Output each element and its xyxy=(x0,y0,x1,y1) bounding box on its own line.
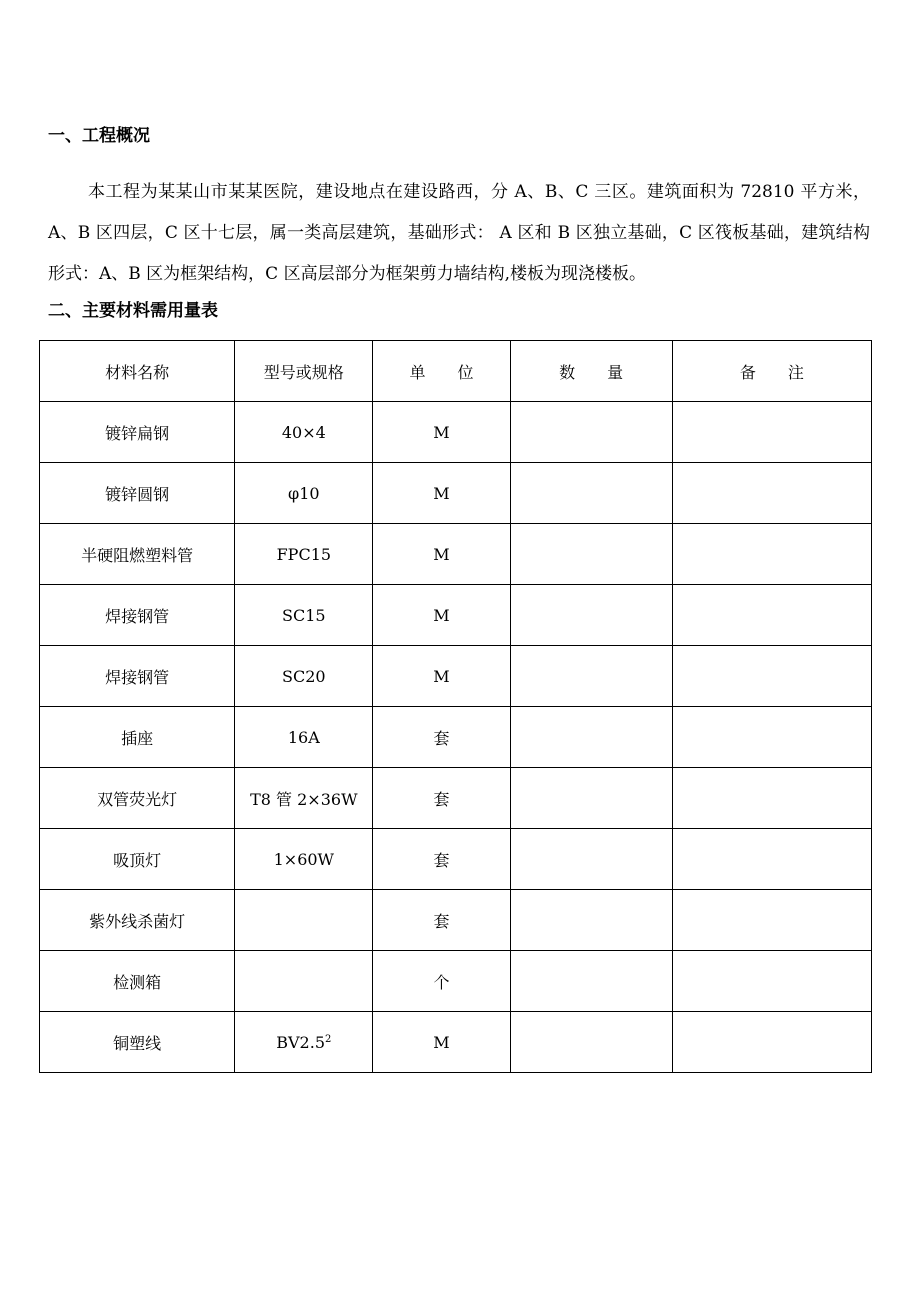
cell-spec: 16A xyxy=(235,707,373,768)
cell-unit: 套 xyxy=(373,768,510,829)
cell-material-name: 镀锌扁钢 xyxy=(40,402,235,463)
cell-spec: T8 管 2×36W xyxy=(235,768,373,829)
header-material-name: 材料名称 xyxy=(40,341,235,402)
cell-quantity xyxy=(510,890,672,951)
cell-quantity xyxy=(510,829,672,890)
cell-spec: FPC15 xyxy=(235,524,373,585)
cell-unit: M xyxy=(373,585,510,646)
cell-remarks xyxy=(672,585,871,646)
cell-remarks xyxy=(672,890,871,951)
cell-material-name: 半硬阻燃塑料管 xyxy=(40,524,235,585)
cell-spec: SC20 xyxy=(235,646,373,707)
table-row xyxy=(40,585,872,646)
cell-remarks xyxy=(672,402,871,463)
header-unit: 单 位 xyxy=(373,341,510,402)
cell-material-name: 焊接钢管 xyxy=(40,585,235,646)
cell-unit: M xyxy=(373,646,510,707)
overview-paragraph: 本工程为某某山市某某医院，建设地点在建设路西，分 A、B、C 三区。建筑面积为 72810 平方米，A、B 区四层，C 区十七层，属一类高层建筑，基础形式： A 区和 B 区独立基础，C 区筏板基础，建筑结构形式：A、B 区为框架结构，C 区高层部分为框架剪力墙结构,楼板为现浇楼板。 xyxy=(48,182,870,284)
cell-spec: 1×60W xyxy=(235,829,373,890)
cell-quantity xyxy=(510,646,672,707)
spec-superscript: 2 xyxy=(325,1033,332,1045)
cell-spec xyxy=(235,890,373,951)
cell-remarks xyxy=(672,524,871,585)
table-row xyxy=(40,768,872,829)
cell-quantity xyxy=(510,1012,672,1073)
table-row xyxy=(40,707,872,768)
table-row xyxy=(40,829,872,890)
cell-remarks xyxy=(672,951,871,1012)
cell-unit: M xyxy=(373,463,510,524)
cell-spec: SC15 xyxy=(235,585,373,646)
cell-unit: 套 xyxy=(373,829,510,890)
cell-spec: φ10 xyxy=(235,463,373,524)
cell-remarks xyxy=(672,463,871,524)
cell-material-name: 吸顶灯 xyxy=(40,829,235,890)
cell-remarks xyxy=(672,1012,871,1073)
cell-material-name: 镀锌圆钢 xyxy=(40,463,235,524)
table-row xyxy=(40,890,872,951)
header-spec: 型号或规格 xyxy=(235,341,373,402)
cell-remarks xyxy=(672,646,871,707)
cell-quantity xyxy=(510,402,672,463)
table-row xyxy=(40,463,872,524)
section-heading-overview: 一、工程概况 xyxy=(48,126,150,146)
cell-material-name: 铜塑线 xyxy=(40,1012,235,1073)
table-row xyxy=(40,951,872,1012)
cell-quantity xyxy=(510,707,672,768)
header-quantity: 数 量 xyxy=(510,341,672,402)
table-row xyxy=(40,1012,872,1073)
cell-unit: M xyxy=(373,1012,510,1073)
cell-spec xyxy=(235,951,373,1012)
cell-unit: 套 xyxy=(373,890,510,951)
cell-quantity xyxy=(510,768,672,829)
table-row xyxy=(40,524,872,585)
table-header-row xyxy=(40,341,872,402)
cell-material-name: 插座 xyxy=(40,707,235,768)
cell-material-name: 焊接钢管 xyxy=(40,646,235,707)
spec-text: BV2.5 xyxy=(276,1032,325,1052)
cell-material-name: 双管荧光灯 xyxy=(40,768,235,829)
cell-unit: M xyxy=(373,402,510,463)
table-row xyxy=(40,402,872,463)
section-heading-materials: 二、主要材料需用量表 xyxy=(48,301,218,321)
cell-unit: 个 xyxy=(373,951,510,1012)
cell-unit: M xyxy=(373,524,510,585)
cell-spec: 40×4 xyxy=(235,402,373,463)
cell-material-name: 紫外线杀菌灯 xyxy=(40,890,235,951)
materials-table xyxy=(39,340,872,1073)
cell-spec xyxy=(235,1012,373,1073)
cell-unit: 套 xyxy=(373,707,510,768)
cell-quantity xyxy=(510,585,672,646)
header-remarks: 备 注 xyxy=(672,341,871,402)
table-row xyxy=(40,646,872,707)
cell-quantity xyxy=(510,463,672,524)
cell-quantity xyxy=(510,951,672,1012)
cell-material-name: 检测箱 xyxy=(40,951,235,1012)
cell-remarks xyxy=(672,829,871,890)
cell-remarks xyxy=(672,768,871,829)
cell-remarks xyxy=(672,707,871,768)
cell-quantity xyxy=(510,524,672,585)
